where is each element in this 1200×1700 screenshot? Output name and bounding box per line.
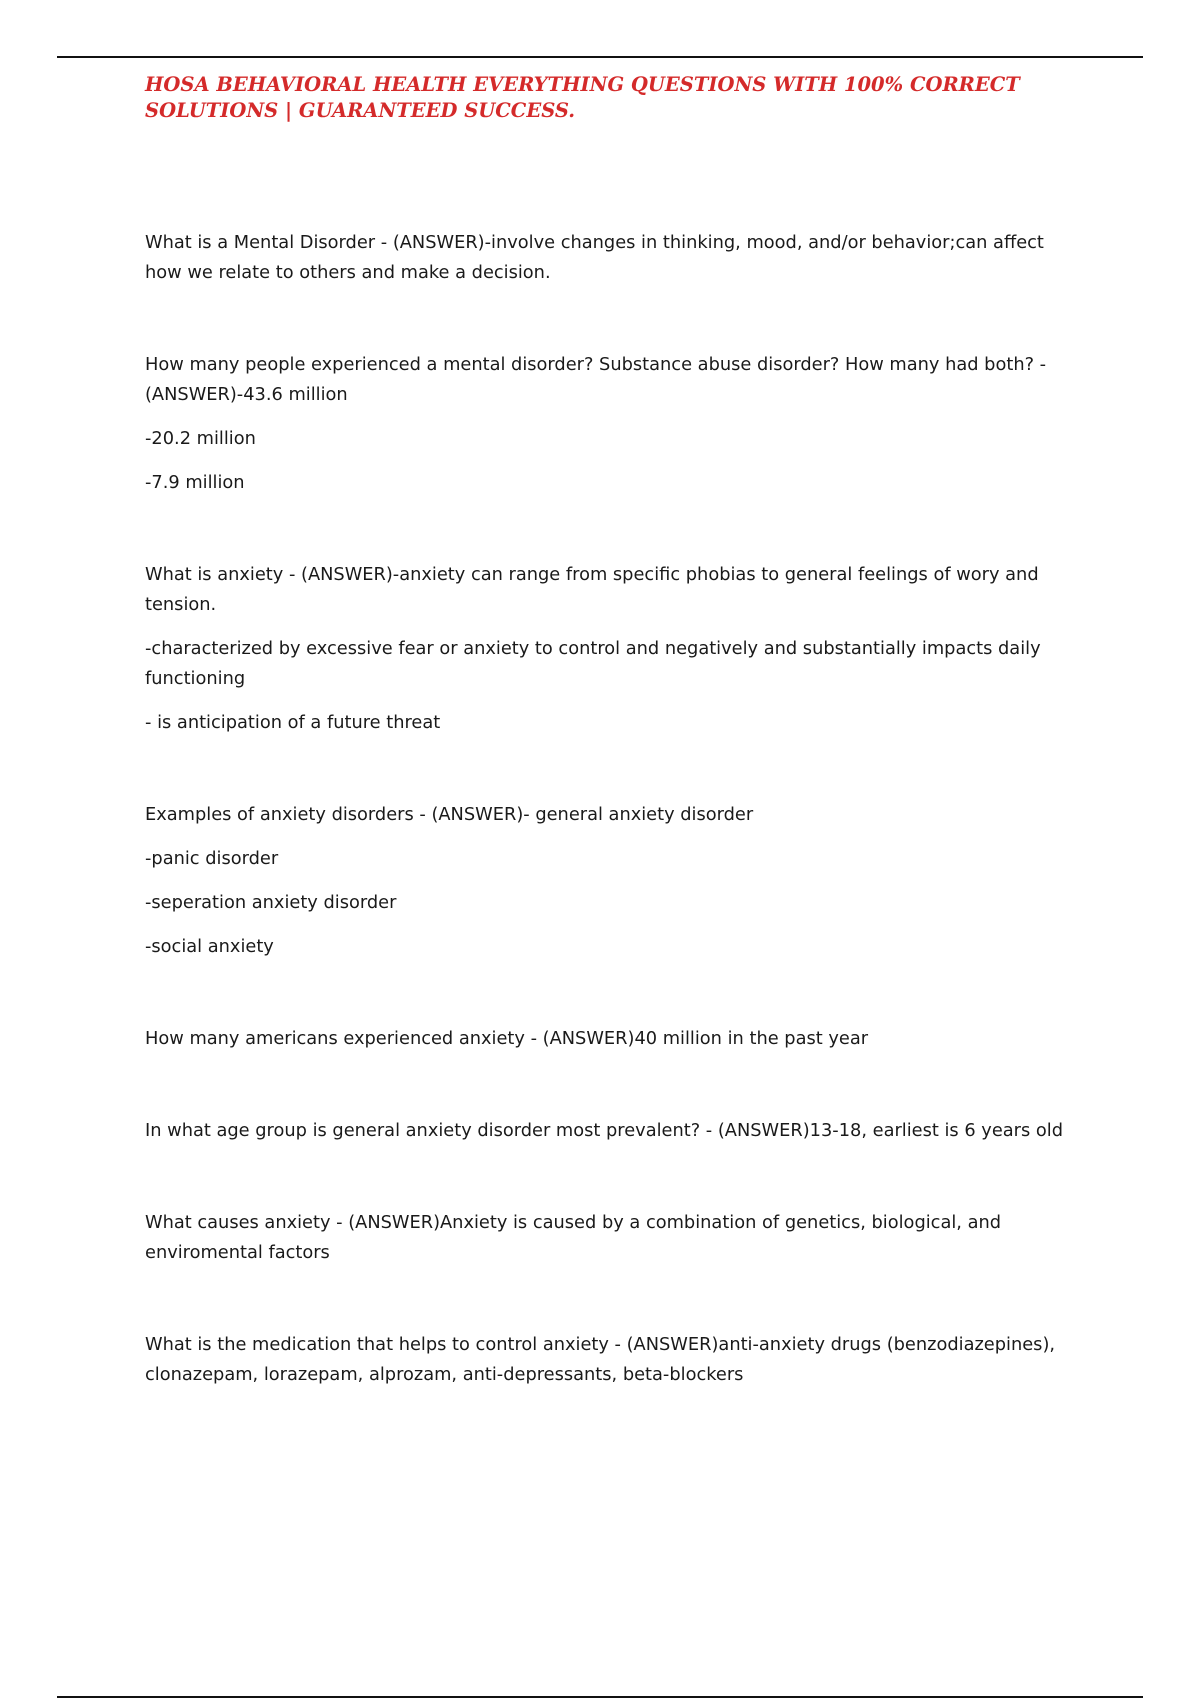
qa-list [145,228,1085,1452]
qa-item [145,800,1085,962]
qa-line: Examples of anxiety disorders - (ANSWER)- general anxiety disorder [145,804,754,825]
top-rule [57,56,1143,58]
qa-line: How many people experienced a mental disorder? Substance abuse disorder? How many had both? - (ANSWER)-43.6 million [145,354,1052,405]
qa-item [145,1330,1085,1390]
qa-line: -social anxiety [145,936,274,957]
qa-line: -characterized by excessive fear or anxiety to control and negatively and substantially impacts daily functioning [145,638,1047,689]
qa-line: - is anticipation of a future threat [145,712,441,733]
qa-line: -7.9 million [145,472,245,493]
bottom-rule [57,1696,1143,1698]
qa-item [145,1208,1085,1268]
qa-line: What is a Mental Disorder - (ANSWER)-involve changes in thinking, mood, and/or behavior;can affect how we relate to others and make a decision. [145,232,1050,283]
qa-item [145,228,1085,288]
qa-item [145,1024,1085,1054]
qa-line: -panic disorder [145,848,279,869]
title-line-2: SOLUTIONS | GUARANTEED SUCCESS. [145,99,576,122]
qa-line: What causes anxiety - (ANSWER)Anxiety is caused by a combination of genetics, biological, and enviromental factors [145,1212,1007,1263]
qa-item [145,560,1085,738]
qa-line: -20.2 million [145,428,256,449]
title-line-1: HOSA BEHAVIORAL HEALTH EVERYTHING QUESTIONS WITH 100% CORRECT [145,73,1020,96]
qa-item [145,350,1085,498]
document-title [145,72,1045,124]
qa-line: How many americans experienced anxiety - (ANSWER)40 million in the past year [145,1028,869,1049]
qa-line: What is the medication that helps to control anxiety - (ANSWER)anti-anxiety drugs (benzodiazepines), clonazepam, lorazepam, alprozam, anti-depressants, beta-blockers [145,1334,1061,1385]
qa-line: What is anxiety - (ANSWER)-anxiety can range from specific phobias to general feelings of wory and tension. [145,564,1045,615]
qa-line: In what age group is general anxiety disorder most prevalent? - (ANSWER)13-18, earliest is 6 years old [145,1120,1063,1141]
qa-line: -seperation anxiety disorder [145,892,397,913]
qa-item [145,1116,1085,1146]
